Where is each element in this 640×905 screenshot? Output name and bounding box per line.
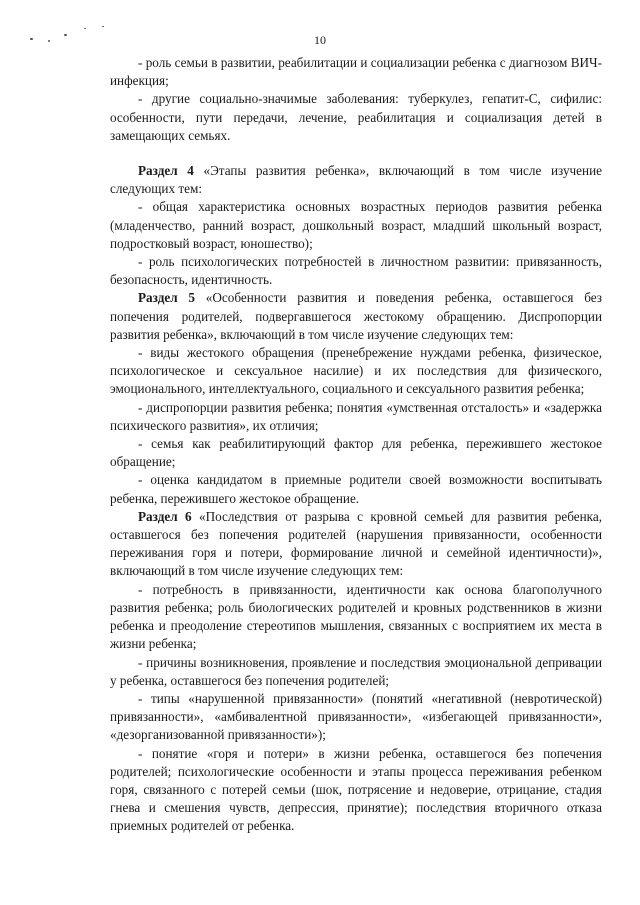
list-item: - потребность в привязанности, идентичности как основа благополучного развития ребенка; роль биологических родителей и кровных родственников в жизни ребенка и преодоление стереотипов мышления, связанных с восприятием их места в жизни ребенка;	[110, 581, 602, 652]
list-item: - общая характеристика основных возрастных периодов развития ребенка (младенчество, ранний возраст, дошкольный возраст, младший школьный возраст, подростковый возраст, юношество);	[110, 199, 602, 251]
section-6-title: «Последствия от разрыва с кровной семьей для развития ребенка, оставшегося без попечения родителей (нарушения привязанности, особенности переживания горя и потери, формирование личной и семейной идентичности)», включающий в том числе изучение следующих тем:	[110, 508, 602, 579]
paragraph-gap	[110, 145, 602, 162]
list-item: - диспропорции развития ребенка; понятия «умственная отсталость» и «задержка психического развития», их отличия;	[110, 399, 602, 433]
list-item: - причины возникновения, проявление и последствия эмоциональной депривации у ребенка, оставшегося без попечения родителей;	[110, 654, 602, 688]
list-item: - оценка кандидатом в приемные родители своей возможности воспитывать ребенка, пережившего жестокое обращение.	[110, 472, 602, 506]
section-5-heading	[110, 289, 602, 344]
page-number: 10	[314, 33, 326, 47]
section-4-title: «Этапы развития ребенка», включающий в том числе изучение следующих тем:	[110, 163, 602, 197]
section-5-label: Раздел 5	[138, 290, 196, 306]
section-6-label: Раздел 6	[138, 508, 192, 524]
section-4-heading	[110, 162, 602, 198]
list-item: - роль семьи в развитии, реабилитации и социализации ребенка с диагнозом ВИЧ-инфекция;	[110, 55, 602, 89]
list-item: - типы «нарушенной привязанности» (понятий «негативной (невротической) привязанности», «амбивалентной привязанности», «избегающей привязанности», «дезорганизованной привязанности»);	[110, 690, 602, 743]
scan-speck	[102, 26, 104, 27]
list-item: - семья как реабилитирующий фактор для ребенка, пережившего жестокое обращение;	[110, 436, 602, 470]
list-item: - понятие «горя и потери» в жизни ребенка, оставшегося без попечения родителей; психологические особенности и этапы процесса переживания ребенком горя, связанного с потерей семьи (шок, потрясение и недоверие, отрицание, стадия гнева и смешения чувств, депрессия, принятие); последствия вторичного отказа приемных родителей от ребенка.	[110, 745, 602, 834]
section-4-label: Раздел 4	[138, 163, 194, 179]
document-body	[110, 54, 602, 836]
list-item: - виды жестокого обращения (пренебрежение нуждами ребенка, физическое, психологическое и сексуальное насилие) и их последствия для физического, эмоционального, интеллектуального, социального и сексуального развития ребенка;	[110, 345, 602, 397]
scan-speck	[84, 28, 86, 29]
list-item: - роль психологических потребностей в личностном развитии: привязанность, безопасность, идентичность.	[110, 254, 602, 288]
section-5-title: «Особенности развития и поведения ребенка, оставшегося без попечения родителей, подвергавшегося жестокому обращению. Диспропорции развития ребенка», включающий в том числе изучение следующих тем:	[110, 290, 602, 342]
list-item: - другие социально-значимые заболевания: туберкулез, гепатит-С, сифилис: особенности, пути передачи, лечение, реабилитация и социализация детей в замещающих семьях.	[110, 91, 602, 143]
section-6-heading	[110, 508, 602, 581]
